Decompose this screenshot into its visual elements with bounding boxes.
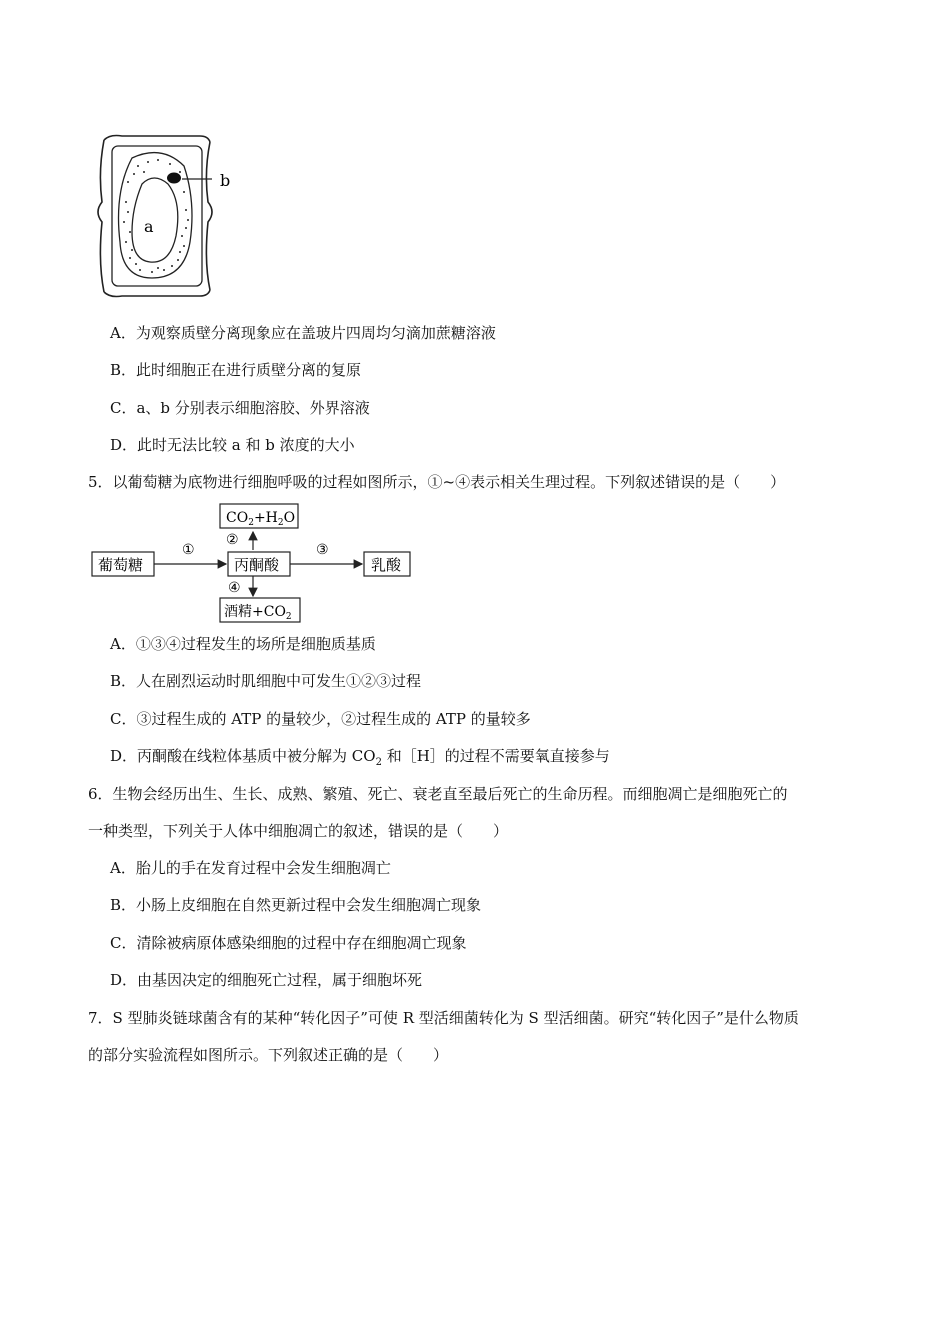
glucose-box: 葡萄糖 [98, 556, 144, 574]
q6-option-d: D．由基因决定的细胞死亡过程，属于细胞坏死 [110, 971, 423, 989]
q4-option-b: B．此时细胞正在进行质壁分离的复原 [110, 361, 362, 379]
q7-stem-line2: 的部分实验流程如图所示。下列叙述正确的是（ ） [88, 1046, 449, 1064]
step-3-label: ③ [316, 542, 329, 558]
step-1-label: ① [182, 542, 195, 558]
co2-h2o-box: $CO_2+H_2O$ [226, 510, 296, 528]
q6-option-c: C．清除被病原体感染细胞的过程中存在细胞凋亡现象 [110, 934, 467, 952]
nucleus [167, 173, 181, 184]
step-2-label: ② [226, 532, 239, 548]
step-4-label: ④ [228, 580, 241, 596]
plant-cell-figure [92, 132, 252, 300]
label-a: a [144, 217, 154, 236]
lactate-box: 乳酸 [371, 556, 402, 574]
q7-stem-line1: 7．S 型肺炎链球菌含有的某种“转化因子”可使 R 型活细菌转化为 S 型活细菌。研究“转化因子”是什么物质 [88, 1009, 799, 1027]
protoplast [119, 153, 193, 278]
q5-option-a: A．①③④过程发生的场所是细胞质基质 [110, 635, 376, 653]
q5-option-c: C．③过程生成的 ATP 的量较少，②过程生成的 ATP 的量较多 [110, 710, 531, 728]
q4-option-d: D．此时无法比较 a 和 b 浓度的大小 [110, 436, 355, 454]
pyruvate-box: 丙酮酸 [234, 556, 280, 574]
q5-stem: 5．以葡萄糖为底物进行细胞呼吸的过程如图所示，①~④表示相关生理过程。下列叙述错误的是（ ） [88, 473, 786, 491]
q5-option-b: B．人在剧烈运动时肌细胞中可发生①②③过程 [110, 672, 422, 690]
q6-option-a: A．胎儿的手在发育过程中会发生细胞凋亡 [110, 859, 391, 877]
q5-option-d: D．丙酮酸在线粒体基质中被分解为 $CO_2$ 和［H］的过程不需要氧直接参与 [110, 747, 610, 768]
q6-stem-line1: 6．生物会经历出生、生长、成熟、繁殖、死亡、衰老直至最后死亡的生命历程。而细胞凋亡是细胞死亡的 [88, 785, 788, 803]
q4-option-c: C．a、b 分别表示细胞溶胶、外界溶液 [110, 399, 370, 417]
alcohol-co2-box: 酒精$+CO_2$ [224, 604, 292, 622]
q4-option-a: A．为观察质壁分离现象应在盖玻片四周均匀滴加蔗糖溶液 [110, 324, 496, 342]
respiration-diagram [90, 500, 430, 626]
q6-option-b: B．小肠上皮细胞在自然更新过程中会发生细胞凋亡现象 [110, 896, 482, 914]
q6-stem-line2: 一种类型，下列关于人体中细胞凋亡的叙述，错误的是（ ） [88, 822, 509, 840]
label-b: b [220, 171, 231, 190]
vacuole [132, 178, 178, 262]
